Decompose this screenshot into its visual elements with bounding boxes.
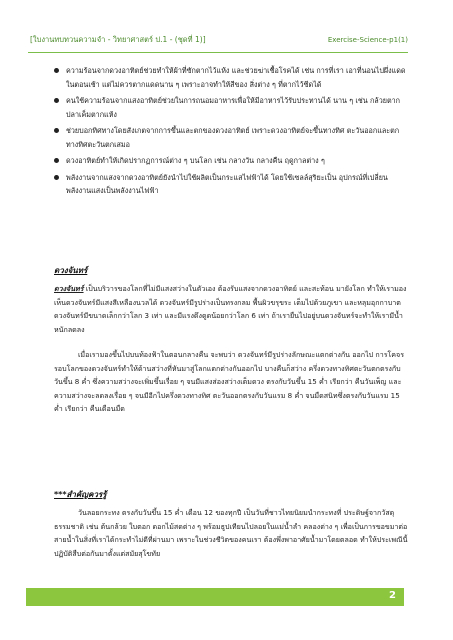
list-item: พลังงานจากแสงจากดวงอาทิตย์ยังนำไปใช้ผลิตเป็นกระแสไฟฟ้าได้ โดยใช้เซลล์สุริยะเป็น อุปกรณ์ที่เปลี่ยนพลังงานแสงเป็นพลังงานไฟฟ้า <box>54 171 406 198</box>
sun-benefits-list <box>54 64 406 201</box>
page-number: 2 <box>389 590 396 601</box>
bullet-icon <box>54 128 59 133</box>
moon-lead-term: ดวงจันทร์ <box>54 284 84 293</box>
page-header <box>28 36 408 53</box>
list-item: ความร้อนจากดวงอาทิตย์ช่วยทำให้ผ้าที่ซักตากไว้แห้ง และช่วยฆ่าเชื้อโรคได้ เช่น การที่เรา เอาที่นอนไปผึ่งแดดในตอนเช้า แต่ไม่ควรตากแดดนาน ๆ เพราะอาจทำให้สีของ สิ่งต่าง ๆ ที่ตากไว้ซีดได้ <box>54 64 406 91</box>
bullet-icon <box>54 68 59 73</box>
bullet-icon <box>54 158 59 163</box>
moon-paragraph-1: ดวงจันทร์ เป็นบริวารของโลกที่ไม่มีแสงสว่างในตัวเอง ต้องรับแสงจากดวงอาทิตย์ และสะท้อน มายังโลก ทำให้เรามองเห็นดวงจันทร์มีแสงสีเหลืองนวลได้ ดวงจันทร์มีรูปร่างเป็นทรงกลม พื้นผิวขรุขระ เต็มไปด้วยภูเขา และหลุมอุกกาบาต ดวงจันทร์มีขนาดเล็กกว่าโลก 3 เท่า และมีแรงดึงดูดน้อยกว่าโลก 6 เท่า ถ้าเรายืนไปอยู่บนดวงจันทร์จะทำให้เรามีน้ำหนักลดลง <box>54 284 407 334</box>
list-item: คนใช้ความร้อนจากแสงอาทิตย์ช่วยในการถนอมอาหารเพื่อให้มีอาหารไว้รับประทานได้ นาน ๆ เช่น กล้วยตาก ปลาเค็มตากแห้ง <box>54 94 406 121</box>
header-code: Exercise-Science-p1(1) <box>327 36 408 44</box>
important-section-title: ***สำคัญควรรู้ <box>54 490 107 499</box>
footer-bar <box>26 588 404 606</box>
header-title: [ใบงานทบทวนความจำ - วิทยาศาสตร์ ป.1 - (ชุดที่ 1)] <box>30 35 206 44</box>
bullet-icon <box>54 98 59 103</box>
moon-paragraph-2: เมื่อเรามองขึ้นไปบนท้องฟ้าในตอนกลางคืน จะพบว่า ดวงจันทร์มีรูปร่างลักษณะแตกต่างกัน ออกไป การโคจรรอบโลกของดวงจันทร์ทำให้ด้านสว่างที่หันมาสู่โลกแตกต่างกันออกไป บางคืนก็สว่าง ครึ่งดวงทางทิศตะวันตกตรงกับวันขึ้น 8 ค่ำ ซึ่งความสว่างจะเพิ่มขึ้นเรื่อย ๆ จนมีแสงส่องสว่างเต็มดวง ตรงกับวันขึ้น 15 ค่ำ เรียกว่า คืนวันเพ็ญ และความสว่างจะลดลงเรื่อย ๆ จนมีอีกไปครึ่งดวงทางทิศ ตะวันออกตรงกับวันแรม 8 ค่ำ จนมืดสนิทซึ่งตรงกับวันแรม 15 ค่ำ เรียกว่า คืนเดือนมืด <box>54 350 405 413</box>
important-paragraph: วันลอยกระทง ตรงกับวันขึ้น 15 ค่ำ เดือน 12 ของทุกปี เป็นวันที่ชาวไทยนิยมนำกระทงที่ ประดิษฐ์จากวัสดุธรรมชาติ เช่น ต้นกล้วย ใบตอก ดอกไม้สดต่าง ๆ พร้อมธูปเทียนไปลอยในแม่น้ำลำ คลองต่าง ๆ เพื่อเป็นการขอขมาต่อสายน้ำในสิ่งที่เราได้กระทำไม่ดีที่ผ่านมา เพราะในช่วงชีวิตของคนเรา ต้องพึ่งพาอาศัยน้ำมาโดยตลอด ทำให้ประเพณีนี้ปฏิบัติสืบต่อกันมาตั้งแต่สมัยสุโขทัย <box>54 508 408 558</box>
bullet-icon <box>54 175 59 180</box>
list-item: ดวงอาทิตย์ทำให้เกิดปรากฏการณ์ต่าง ๆ บนโลก เช่น กลางวัน กลางคืน ฤดูกาลต่าง ๆ <box>54 154 406 168</box>
moon-section-title: ดวงจันทร์ <box>54 266 88 275</box>
list-item: ช่วยบอกทิศทางโดยสังเกตจากการขึ้นและตกของดวงอาทิตย์ เพราะดวงอาทิตย์จะขึ้นทางทิศ ตะวันออกและตกทางทิศตะวันตกเสมอ <box>54 124 406 151</box>
